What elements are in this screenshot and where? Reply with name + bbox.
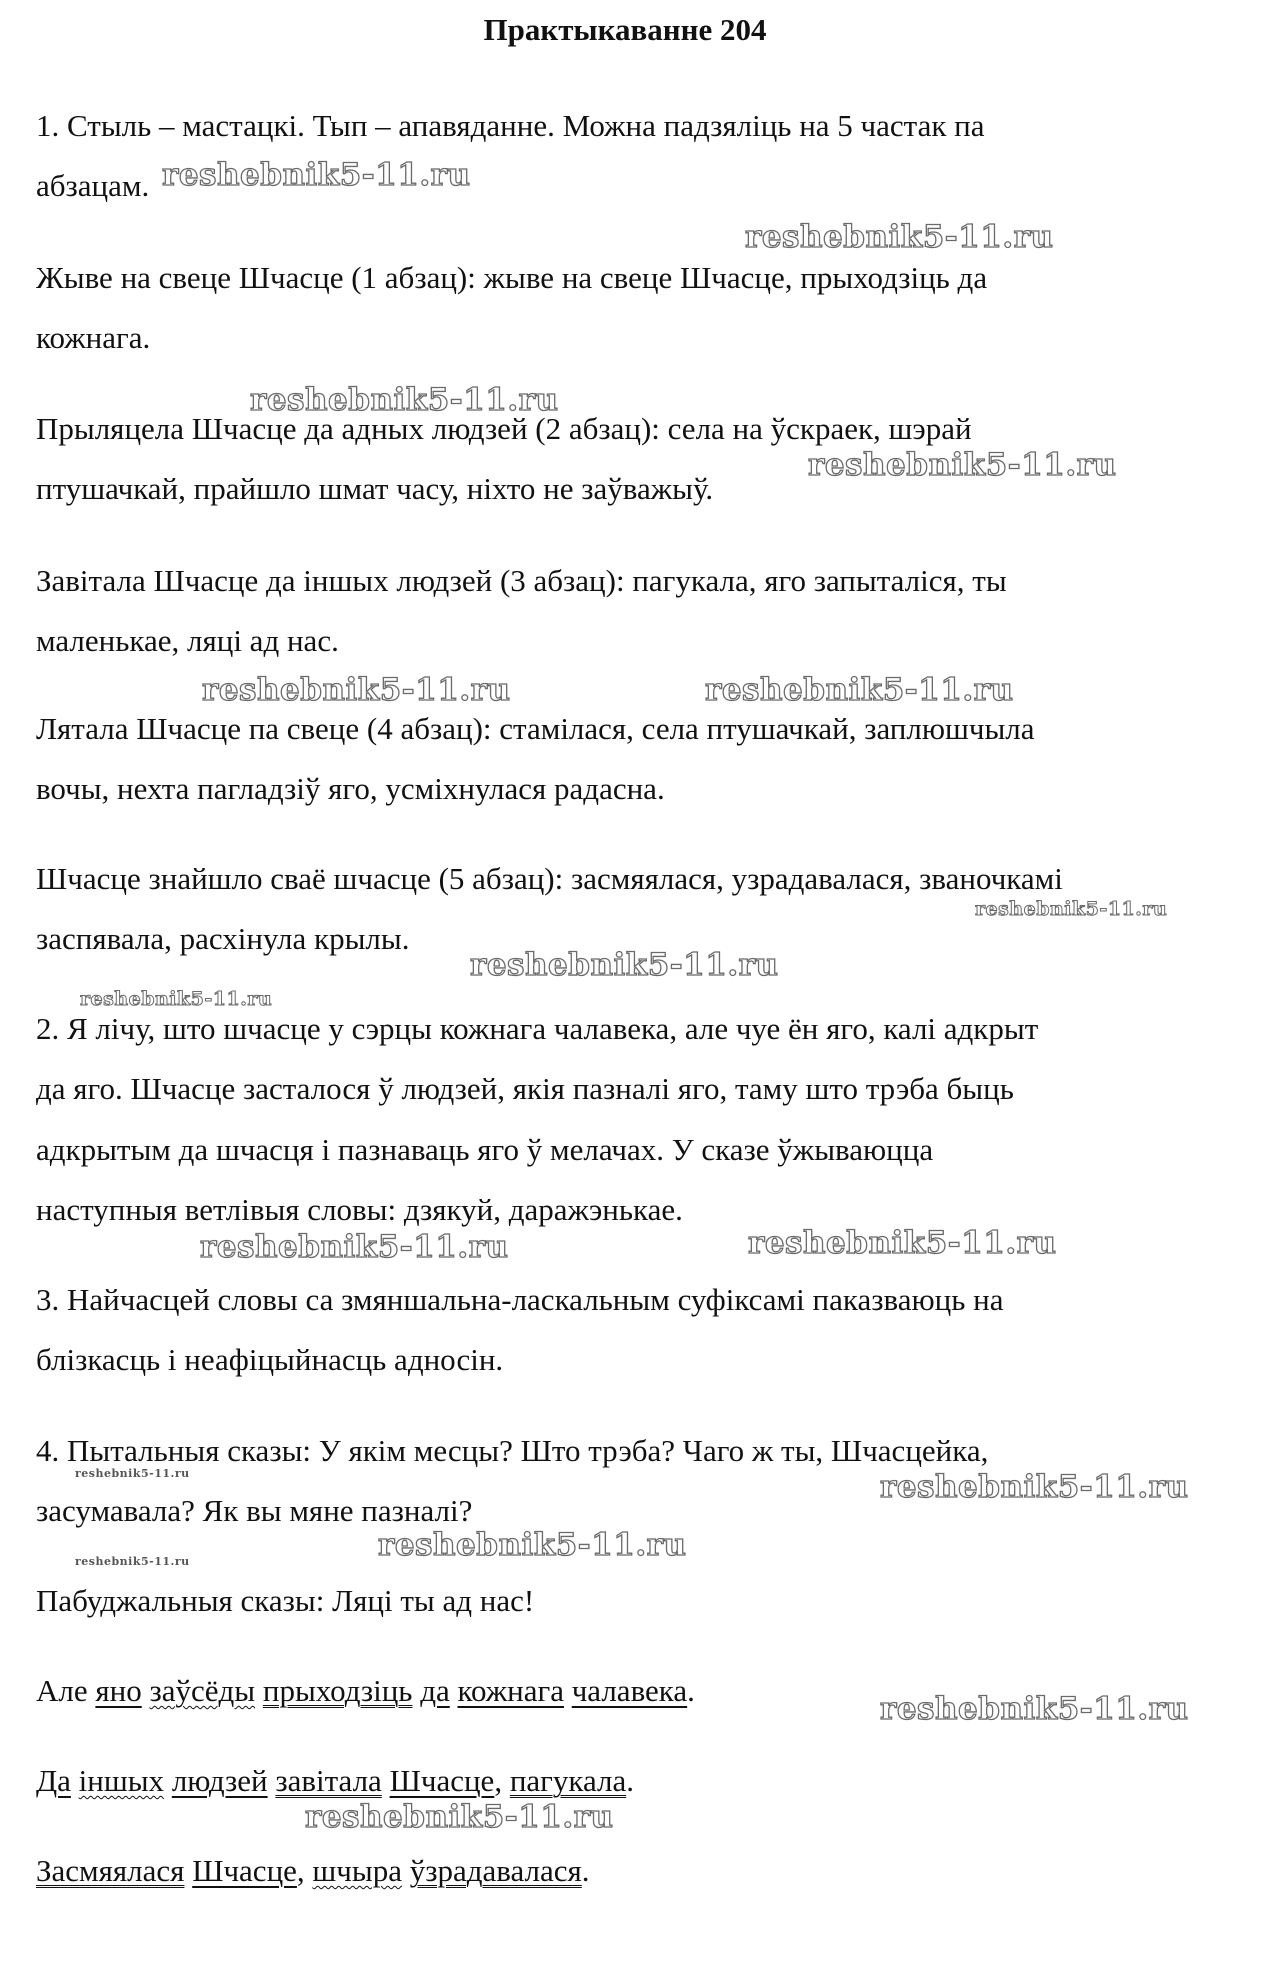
parsed-sentence-1: [36, 1675, 695, 1706]
word: Але: [36, 1673, 88, 1708]
parsed-sentence-2: Да іншых людзей завітала Шчасце, пагукала.: [36, 1763, 634, 1798]
watermark: reshebnik5-11.ru: [470, 947, 779, 983]
page-title: Практыкаванне 204: [483, 12, 767, 47]
word-object: чалавека: [571, 1673, 688, 1708]
word-predicate: завітала: [275, 1763, 382, 1798]
word-attribute: іншых: [78, 1763, 165, 1798]
text-line-q4a: 4. Пытальныя сказы: У якім месцы? Што трэба? Чаго ж ты, Шчасцейка,: [36, 1433, 989, 1468]
text-line-p4b: маленькае, ляці ад нас.: [36, 623, 339, 658]
watermark: reshebnik5-11.ru: [162, 157, 471, 193]
text-line-p6a: Шчасце знайшло сваё шчасце (5 абзац): засмяялася, узрадавалася, званочкамі: [36, 861, 1063, 896]
watermark: reshebnik5-11.ru: [202, 672, 511, 708]
text-line-p3b: птушачкай, прайшло шмат часу, ніхто не заўважыў.: [36, 471, 714, 506]
text-line-p1a: 1. Стыль – мастацкі. Тып – апавяданне. Можна падзяліць на 5 частак па: [36, 108, 985, 143]
word-object: да: [420, 1673, 450, 1708]
word-object: Да: [36, 1763, 71, 1798]
text-line-p2a: Жыве на свеце Шчасце (1 абзац): жыве на свеце Шчасце, прыходзіць да: [36, 260, 988, 295]
sentence-end: .: [687, 1673, 695, 1708]
text-line-q2a: 2. Я лічу, што шчасце у сэрцы кожнага чалавека, але чуе ён яго, калі адкрыт: [36, 1011, 1039, 1046]
text-line-p1b: абзацам.: [36, 168, 150, 203]
watermark: reshebnik5-11.ru: [745, 219, 1054, 255]
text-line-p3a: Прыляцела Шчасце да адных людзей (2 абзац): села на ўскраек, шэрай: [36, 411, 972, 446]
watermark: reshebnik5-11.ru: [75, 1555, 190, 1568]
word-predicate: ўзрадавалася: [409, 1853, 582, 1888]
text-line-p6b: заспявала, расхінула крылы.: [36, 921, 410, 956]
parsed-sentence-3: Засмяялася Шчасце, шчыра ўзрадавалася.: [36, 1853, 590, 1888]
watermark: reshebnik5-11.ru: [250, 382, 559, 418]
sentence-end: .: [626, 1763, 634, 1798]
watermark: reshebnik5-11.ru: [880, 1691, 1189, 1727]
word-object: людзей: [171, 1763, 268, 1798]
word-adverbial: шчыра: [312, 1853, 402, 1888]
text-line-p4a: Завітала Шчасце да іншых людзей (3 абзац): пагукала, яго запыталіся, ты: [36, 563, 1007, 598]
watermark: reshebnik5-11.ru: [975, 898, 1168, 920]
text-line-q4b: засумавала? Як вы мяне пазналі?: [36, 1493, 473, 1528]
text-line-q3a: 3. Найчасцей словы са змяншальна-ласкальным суфіксамі паказваюць на: [36, 1282, 1004, 1317]
word-adverbial: заўсёды: [149, 1673, 256, 1708]
watermark: reshebnik5-11.ru: [80, 988, 273, 1010]
word-object: кожнага: [457, 1673, 564, 1708]
watermark: reshebnik5-11.ru: [705, 672, 1014, 708]
watermark: reshebnik5-11.ru: [880, 1469, 1189, 1505]
text-line-q4c: Пабуджальныя сказы: Ляці ты ад нас!: [36, 1583, 535, 1618]
text-line-p5b: вочы, нехта пагладзіў яго, усміхнулася радасна.: [36, 771, 665, 806]
watermark: reshebnik5-11.ru: [305, 1799, 614, 1835]
text-line-q2c: адкрытым да шчасця і пазнаваць яго ў мелачах. У сказе ўжываюцца: [36, 1132, 934, 1167]
text-line-p2b: кожнага.: [36, 320, 151, 355]
word-subject: Шчасце: [389, 1763, 495, 1798]
word-subject: яно: [95, 1673, 142, 1708]
watermark: reshebnik5-11.ru: [75, 1467, 190, 1480]
text-line-p5a: Лятала Шчасце па свеце (4 абзац): стамілася, села птушачкай, заплюшчыла: [36, 711, 1035, 746]
word-predicate: Засмяялася: [36, 1853, 185, 1888]
word-predicate: пагукала: [509, 1763, 627, 1798]
watermark: reshebnik5-11.ru: [200, 1229, 509, 1265]
text-line-q2d: наступныя ветлівыя словы: дзякуй, даражэнькае.: [36, 1192, 683, 1227]
text-line-q2b: да яго. Шчасце засталося ў людзей, якія пазналі яго, таму што трэба быць: [36, 1071, 1014, 1106]
watermark: reshebnik5-11.ru: [748, 1225, 1057, 1261]
word-subject: Шчасце: [192, 1853, 297, 1888]
watermark: reshebnik5-11.ru: [378, 1527, 687, 1563]
sentence-end: .: [581, 1853, 590, 1888]
text-line-q3b: блізкасць і неафіцыйнасць адносін.: [36, 1342, 504, 1377]
watermark: reshebnik5-11.ru: [808, 447, 1117, 483]
word-predicate: прыходзіць: [262, 1673, 413, 1708]
